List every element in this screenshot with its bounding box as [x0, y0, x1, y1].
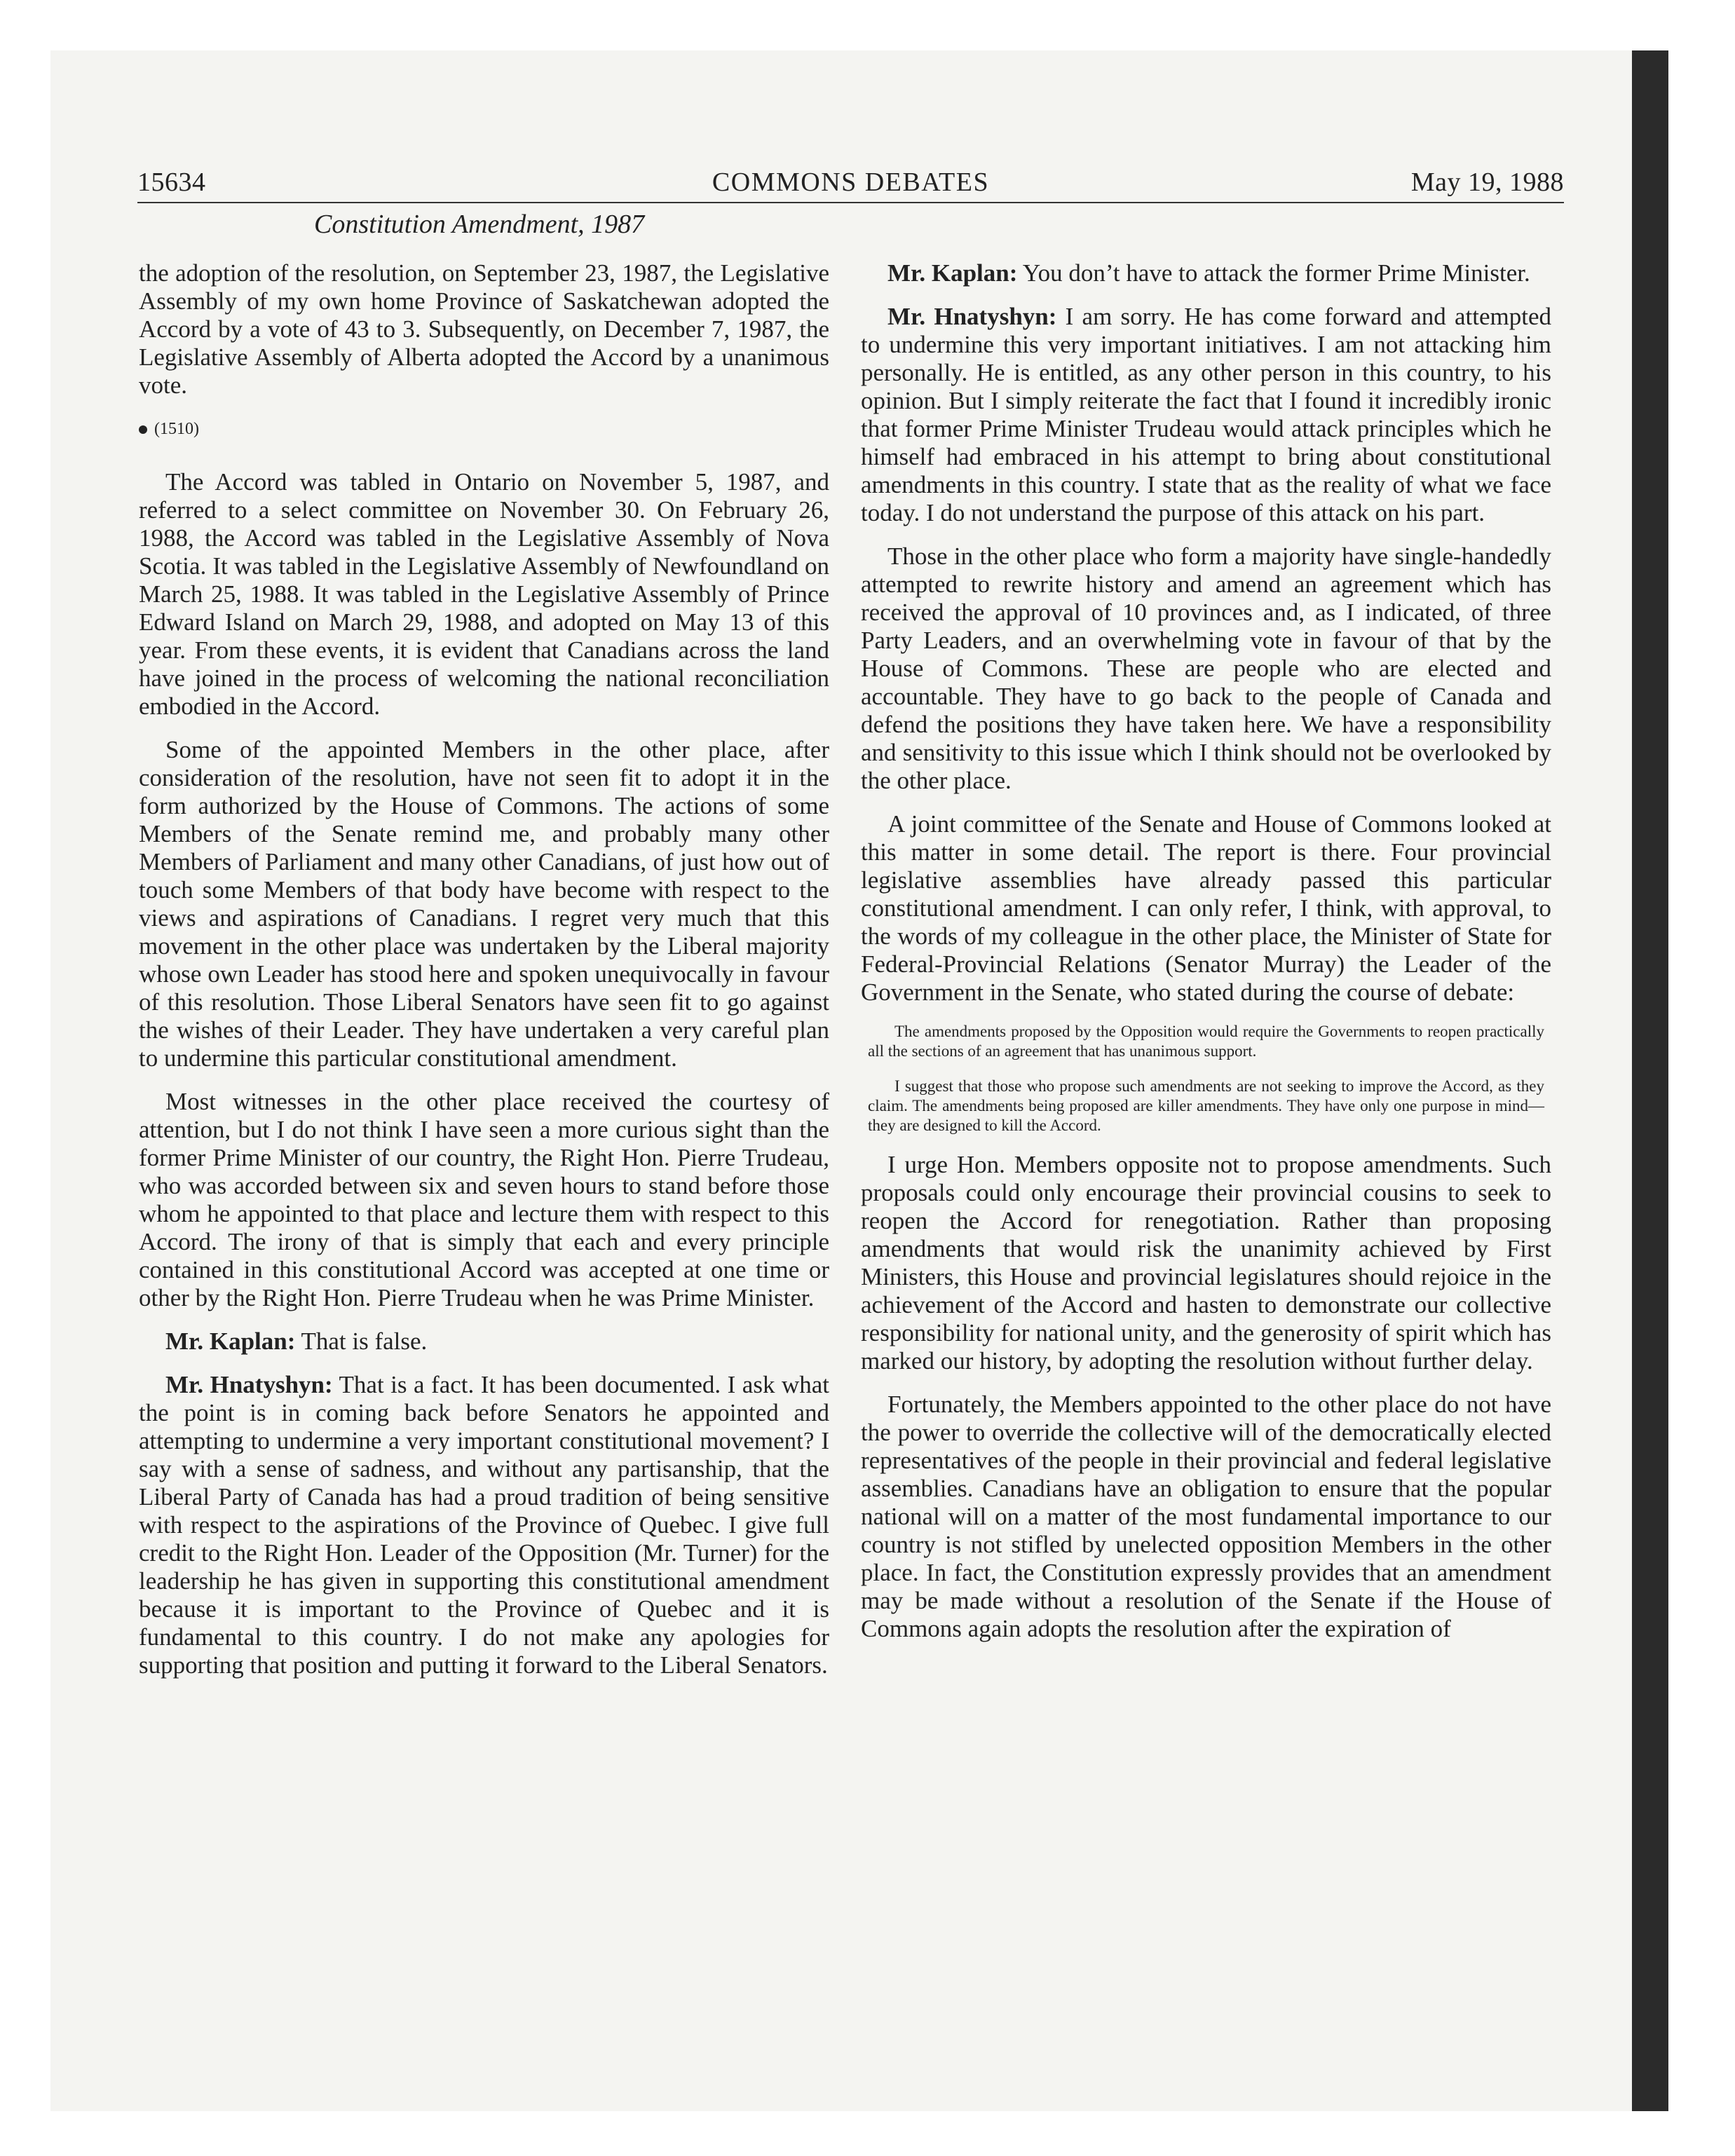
- speech: [139, 1371, 829, 1679]
- block-quote: I suggest that those who propose such amendments are not seeking to improve the Accord, as they claim. The amendments being proposed are killer amendments. They have only one purpose in mind—they are designed to kill the Accord.: [868, 1077, 1544, 1134]
- speaker-name: Mr. Kaplan:: [887, 259, 1018, 287]
- paragraph: A joint committee of the Senate and House of Commons looked at this matter in some detail. The report is there. Four provincial legislative assemblies have already passed this particular constitutional amendment. I can only refer, I think, with approval, to the words of my colleague in the other place, the Minister of State for Federal-Provincial Relations (Senator Murray) the Leader of the Government in the Senate, who stated during the course of debate:: [861, 810, 1551, 1006]
- speaker-name: Mr. Hnatyshyn:: [887, 303, 1057, 330]
- timestamp-text: (1510): [154, 420, 199, 438]
- paragraph: Some of the appointed Members in the other place, after consideration of the resolution, have not seen fit to adopt it in the form authorized by the House of Commons. The actions of some Members of the Senate remind me, and probably many other Members of Parliament and many other Canadians, of just how out of touch some Members of that body have become with respect to the views and aspirations of Canadians. I regret very much that this movement in the other place was undertaken by the Liberal majority whose own Leader has stood here and spoken unequivocally in favour of this resolution. Those Liberal Senators have seen fit to go against the wishes of their Leader. They have undertaken a very careful plan to undermine this particular constitutional amendment.: [139, 736, 829, 1072]
- paragraph: Fortunately, the Members appointed to the other place do not have the power to override the collective will of the democratically elected representatives of the people in their provincial and federal legislative assemblies. Canadians have an obligation to ensure that the popular national will on a matter of the most fundamental importance to our country is not stifled by unelected opposition Members in the other place. In fact, the Constitution expressly provides that an amendment may be made without a resolution of the Senate if the House of Commons again adopts the resolution after the expiration of: [861, 1391, 1551, 1642]
- timestamp-marker: [139, 415, 829, 443]
- speech: [861, 259, 1551, 287]
- paragraph: I urge Hon. Members opposite not to propose amendments. Such proposals could only encourage their provincial cousins to seek to reopen the Accord for renegotiation. Rather than proposing amendments that would risk the unanimity achieved by First Ministers, this House and provincial legislatures should rejoice in the achievement of the Accord and hasten to demonstrate our collective responsibility for national unity, and the generosity of spirit which has marked our history, by adopting the resolution without further delay.: [861, 1151, 1551, 1374]
- page-date: May 19, 1988: [1410, 168, 1564, 197]
- left-column: [139, 259, 829, 1695]
- paragraph: the adoption of the resolution, on September 23, 1987, the Legislative Assembly of my own home Province of Saskatchewan adopted the Accord by a vote of 43 to 3. Subsequently, on December 7, 1987, the Legislative Assembly of Alberta adopted the Accord by a unanimous vote.: [139, 259, 829, 399]
- header-rule: [137, 202, 1564, 203]
- speaker-name: Mr. Hnatyshyn:: [165, 1371, 333, 1398]
- paragraph: The Accord was tabled in Ontario on November 5, 1987, and referred to a select committee on November 30. On February 26, 1988, the Accord was tabled in the Legislative Assembly of Nova Scotia. It was tabled in the Legislative Assembly of Newfoundland on March 25, 1988. It was tabled in the Legislative Assembly of Prince Edward Island on March 29, 1988, and adopted on May 13 of this year. From these events, it is evident that Canadians across the land have joined in the process of welcoming the national reconciliation embodied in the Accord.: [139, 468, 829, 720]
- speech: [861, 303, 1551, 527]
- publication-title: COMMONS DEBATES: [712, 168, 990, 197]
- paragraph: Most witnesses in the other place received the courtesy of attention, but I do not think I have seen a more curious sight than the former Prime Minister of our country, the Right Hon. Pierre Trudeau, who was accorded between six and seven hours to stand before those whom he appointed to that place and lecture them with respect to this Accord. The irony of that is simply that each and every principle contained in this constitutional Accord was accepted at one time or other by the Right Hon. Pierre Trudeau when he was Prime Minister.: [139, 1088, 829, 1311]
- speech: [139, 1328, 829, 1356]
- page-number: 15634: [137, 168, 206, 197]
- speech-text: That is a fact. It has been documented. I ask what the point is in coming back before Senators he appointed and attempting to undermine a very important constitutional movement? I say with a sense of sadness, and without any partisanship, that the Liberal Party of Canada has had a proud tradition of being sensitive with respect to the aspirations of the Province of Quebec. I give full credit to the Right Hon. Leader of the Opposition (Mr. Turner) for the leadership he has given in supporting this constitutional amendment because it is important to the Province of Quebec and it is fundamental to this country. I do not make any apologies for supporting that position and putting it forward to the Liberal Senators.: [139, 1371, 829, 1679]
- paragraph: Those in the other place who form a majority have single-handedly attempted to rewrite history and amend an agreement which has received the approval of 10 provinces and, as I indicated, of three Party Leaders, and an overwhelming vote in favour of that by the House of Commons. These are people who are elected and accountable. They have to go back to the people of Canada and defend the positions they have taken here. We have a responsibility and sensitivity to this issue which I think should not be overlooked by the other place.: [861, 543, 1551, 794]
- scan-edge-bar: [1632, 50, 1668, 2111]
- speaker-name: Mr. Kaplan:: [165, 1328, 296, 1355]
- speech-text: I am sorry. He has come forward and attempted to undermine this very important initiatives. I am not attacking him personally. He is entitled, as any other person in this country, to his opinion. But I simply reiterate the fact that I found it incredibly ironic that former Prime Minister Trudeau would attack principles which he himself had embraced in his attempt to bring about constitutional amendments in this country. I state that as the reality of what we face today. I do not understand the purpose of this attack on his part.: [861, 303, 1551, 526]
- speech-text: That is false.: [295, 1328, 428, 1355]
- speech-text: You don’t have to attack the former Prime Minister.: [1017, 259, 1530, 287]
- bullet-icon: [139, 425, 147, 434]
- right-column: [861, 259, 1551, 1658]
- block-quote: The amendments proposed by the Opposition would require the Governments to reopen practically all the sections of an agreement that has unanimous support.: [868, 1023, 1544, 1060]
- subject-heading: Constitution Amendment, 1987: [314, 210, 645, 239]
- page-header: [137, 164, 1564, 203]
